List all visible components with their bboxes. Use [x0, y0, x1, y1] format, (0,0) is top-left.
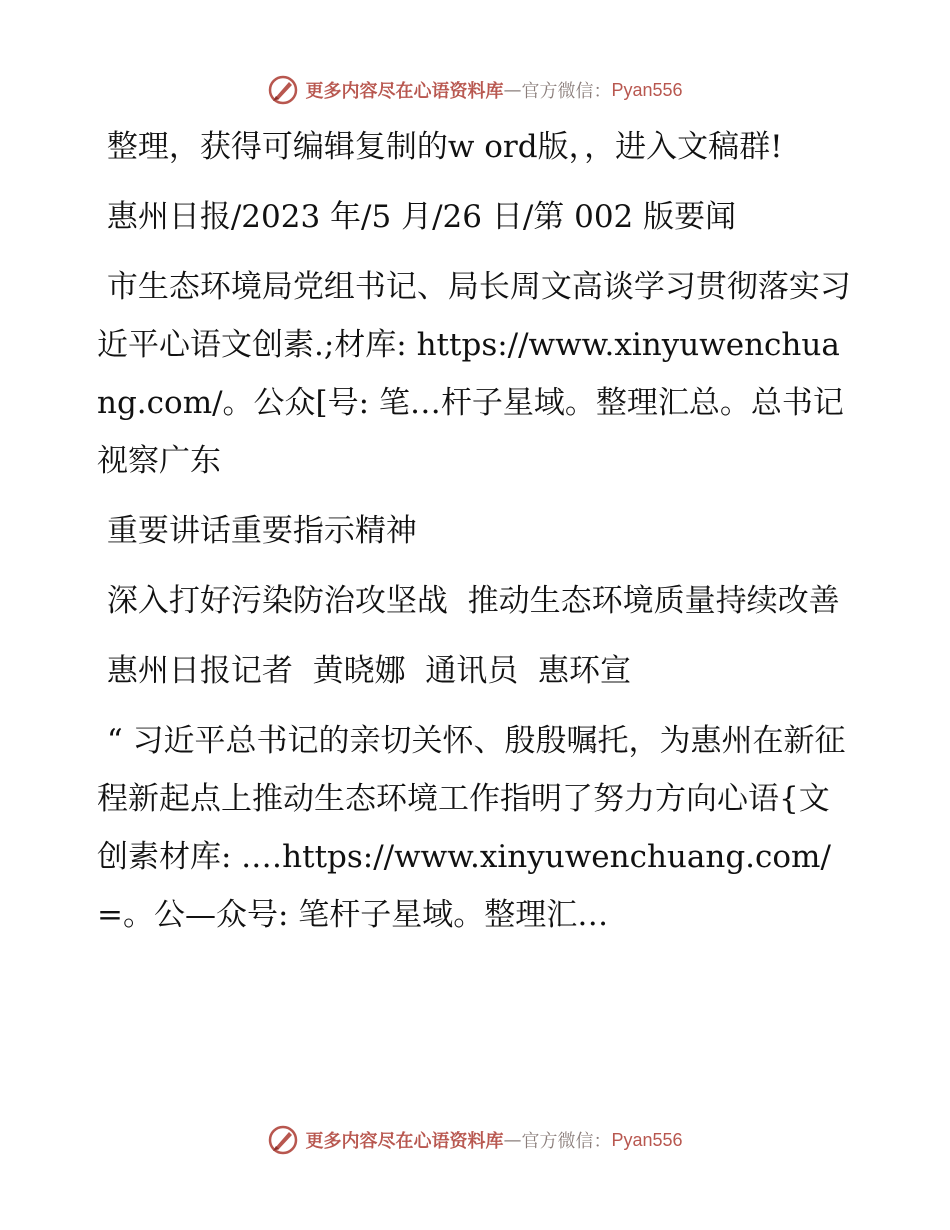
paragraph-source: 惠州日报/2023 年/5 月/26 日/第 002 版要闻	[97, 199, 737, 235]
banner-title: 更多内容尽在心语资料库	[305, 1131, 504, 1152]
banner-wechat-id: Pyan556	[611, 79, 683, 100]
quill-logo-icon	[267, 1124, 299, 1156]
paragraph-title: 深入打好污染防治攻坚战 推动生态环境质量持续改善	[97, 583, 840, 619]
paragraph-byline: 惠州日报记者 黄晓娜 通讯员 惠环宣	[97, 653, 631, 689]
document-body	[97, 118, 857, 944]
banner-dash: —	[503, 1129, 522, 1151]
paragraph-intro: 整理，获得可编辑复制的w ord版，，进入文稿群!	[97, 129, 783, 165]
banner-title: 更多内容尽在心语资料库	[305, 81, 504, 102]
banner-dash: —	[503, 79, 522, 101]
banner-wechat-label: 官方微信：	[521, 81, 612, 102]
paragraph-quote: “ 习近平总书记的亲切关怀、殷殷嘱托，为惠州在新征程新起点上推动生态环境工作指明了努力方向心语{文创素材库: .…https://www.xinyuwenchuang.com/=。公—众号: 笔杆子星域。整理汇…	[97, 723, 846, 933]
paragraph-subheadline: 重要讲话重要指示精神	[97, 513, 417, 549]
header-banner	[0, 70, 950, 110]
quill-logo-icon	[267, 74, 299, 106]
footer-banner	[0, 1120, 950, 1160]
banner-wechat-label: 官方微信：	[521, 1131, 612, 1152]
paragraph-headline: 市生态环境局党组书记、局长周文高谈学习贯彻落实习近平心语文创素.;材库: https://www.xinyuwenchuang.com/。公众[号: 笔…杆子星域。整理汇总。总书记视察广东	[97, 269, 851, 479]
banner-wechat-id: Pyan556	[611, 1129, 683, 1150]
